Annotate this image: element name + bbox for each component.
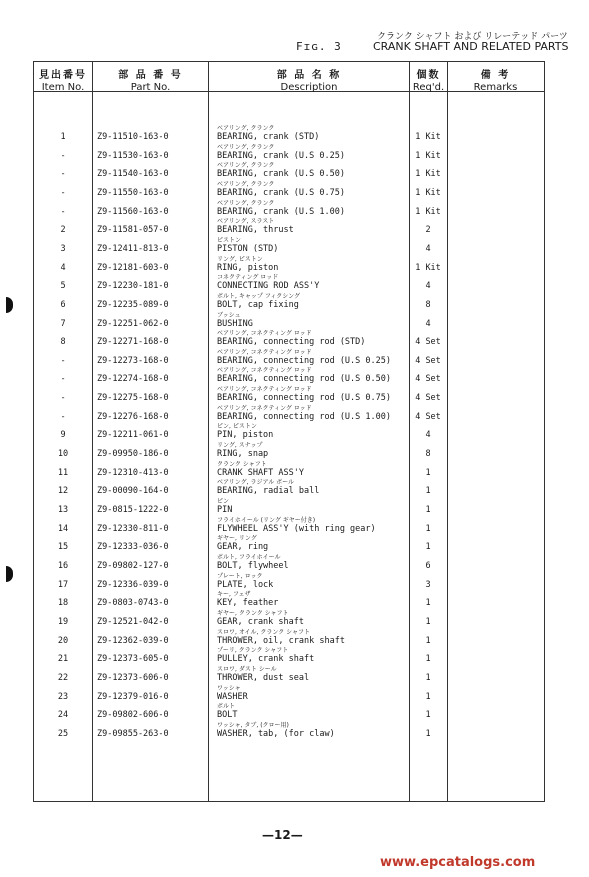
- table-row: [33, 480, 543, 498]
- part-name-japanese: ギヤー, リング: [217, 535, 257, 543]
- header-item-no: [33, 66, 93, 93]
- quantity-required: 4 Set: [415, 411, 441, 422]
- part-name-japanese: ワッシャ: [217, 684, 241, 692]
- part-name-japanese: コネクティング ロッド: [217, 274, 279, 282]
- item-number: -: [60, 374, 66, 385]
- part-name-japanese: ベアリング, コネクティング ロッド: [217, 404, 312, 412]
- quantity-required: 4 Set: [415, 355, 441, 366]
- part-number: Z9-0803-0743-0: [97, 598, 169, 609]
- part-number: Z9-12273-168-0: [97, 355, 169, 366]
- part-name-japanese: ベアリング, クランク: [217, 180, 275, 188]
- part-description: BEARING, connecting rod (U.S 0.50): [217, 374, 391, 385]
- item-number: 8: [60, 337, 66, 348]
- item-number: 3: [60, 243, 66, 254]
- part-name-japanese: リング, ピストン: [217, 255, 263, 263]
- item-number: 7: [60, 318, 66, 329]
- table-row: [33, 424, 543, 442]
- part-number: Z9-09855-263-0: [97, 728, 169, 739]
- table-row: [33, 145, 543, 163]
- header-item-no-en: Item No.: [41, 82, 85, 93]
- part-description: FLYWHEEL ASS'Y (with ring gear): [217, 523, 376, 534]
- watermark: www.epcatalogs.com: [380, 855, 536, 870]
- item-number: 9: [60, 430, 66, 441]
- header-part-no: [93, 66, 208, 93]
- header-description-en: Description: [280, 82, 338, 93]
- quantity-required: 1 Kit: [415, 169, 441, 180]
- item-number: -: [60, 411, 66, 422]
- part-number: Z9-12276-168-0: [97, 411, 169, 422]
- part-name-japanese: ベアリング, ラジアル ボール: [217, 479, 295, 487]
- quantity-required: 1: [425, 598, 431, 609]
- table-row: [33, 163, 543, 181]
- quantity-required: 1 Kit: [415, 132, 441, 142]
- quantity-required: 4: [425, 318, 431, 329]
- table-row: [33, 294, 543, 312]
- item-number: 6: [60, 299, 66, 310]
- quantity-required: 4: [425, 243, 431, 254]
- quantity-required: 1 Kit: [415, 150, 441, 161]
- part-description: BEARING, radial ball: [217, 486, 320, 497]
- quantity-required: 8: [425, 449, 431, 460]
- part-number: Z9-12275-168-0: [97, 393, 169, 404]
- header-description-jp: 部 品 名 称: [276, 70, 342, 81]
- item-number: 13: [57, 505, 69, 515]
- header-quantity-en: Req'd.: [412, 82, 445, 93]
- quantity-required: 1: [425, 523, 431, 534]
- part-name-japanese: ベアリング, コネクティング ロッド: [217, 348, 312, 356]
- part-description: WASHER: [217, 691, 248, 702]
- part-description: RING, snap: [217, 449, 269, 460]
- part-description: GEAR, crank shaft: [217, 616, 304, 627]
- part-name-japanese: スロワ, オイル, クランク シャフト: [217, 628, 310, 636]
- part-name-japanese: ベアリング, スラスト: [217, 218, 275, 226]
- header-part-no-jp: 部 品 番 号: [118, 70, 183, 81]
- item-number: 15: [57, 542, 69, 553]
- part-description: CRANK SHAFT ASS'Y: [217, 467, 304, 478]
- quantity-required: 1: [425, 542, 431, 553]
- part-name-japanese: ベアリング, クランク: [217, 162, 275, 170]
- part-description: BUSHING: [217, 318, 253, 329]
- part-name-japanese: ピストン: [217, 236, 242, 244]
- part-description: KEY, feather: [217, 598, 279, 609]
- part-name-japanese: ピン, ピストン: [217, 423, 257, 431]
- quantity-required: 4 Set: [415, 337, 441, 348]
- part-number: Z9-12521-042-0: [97, 616, 169, 627]
- item-number: -: [60, 206, 66, 217]
- binder-hole-mark: [6, 566, 13, 582]
- quantity-required: 1: [425, 710, 431, 721]
- quantity-required: 1: [425, 486, 431, 497]
- table-row: [33, 667, 543, 685]
- table-row: [33, 219, 543, 237]
- header-remarks: [448, 66, 543, 93]
- part-description: PISTON (STD): [217, 243, 279, 254]
- table-row: [33, 406, 543, 424]
- part-description: BEARING, crank (STD): [217, 132, 320, 142]
- part-description: BEARING, connecting rod (STD): [217, 337, 366, 348]
- item-number: -: [60, 150, 66, 161]
- item-number: -: [60, 187, 66, 198]
- quantity-required: 4: [425, 430, 431, 441]
- item-number: 4: [60, 262, 66, 273]
- part-number: Z9-12336-039-0: [97, 579, 169, 590]
- table-row: [33, 126, 543, 144]
- quantity-required: 4: [425, 281, 431, 292]
- part-name-japanese: ベアリング, クランク: [217, 143, 275, 151]
- table-row: [33, 723, 543, 741]
- part-name-japanese: ベアリング, コネクティング ロッド: [217, 386, 312, 394]
- part-number: Z9-12379-016-0: [97, 691, 169, 702]
- part-number: Z9-11510-163-0: [97, 132, 169, 142]
- part-description: BEARING, connecting rod (U.S 0.25): [217, 355, 391, 366]
- part-description: BOLT, cap fixing: [217, 299, 299, 310]
- part-description: BEARING, crank (U.S 0.25): [217, 150, 345, 161]
- item-number: 1: [60, 132, 66, 142]
- header-remarks-en: Remarks: [473, 82, 518, 93]
- quantity-required: 1 Kit: [415, 262, 441, 273]
- quantity-required: 4 Set: [415, 393, 441, 404]
- part-description: THROWER, dust seal: [217, 672, 310, 683]
- header-quantity-jp: 個数: [416, 70, 441, 81]
- part-description: RING, piston: [217, 262, 279, 273]
- quantity-required: 1: [425, 691, 431, 702]
- quantity-required: 3: [425, 579, 431, 590]
- item-number: 12: [57, 486, 69, 497]
- item-number: 2: [60, 225, 66, 236]
- quantity-required: 6: [425, 560, 431, 571]
- item-number: 25: [57, 728, 69, 739]
- quantity-required: 1: [425, 505, 431, 515]
- part-number: Z9-12235-089-0: [97, 299, 169, 310]
- part-description: GEAR, ring: [217, 542, 269, 553]
- part-number: Z9-12230-181-0: [97, 281, 169, 292]
- table-row: [33, 201, 543, 219]
- part-description: PLATE, lock: [217, 579, 274, 590]
- header-part-no-en: Part No.: [130, 82, 171, 93]
- part-name-japanese: プレート, ロック: [217, 572, 263, 580]
- quantity-required: 2: [425, 225, 431, 236]
- figure-title-japanese: クランク シャフト および リレーテッド パーツ: [377, 32, 568, 42]
- part-description: BEARING, thrust: [217, 225, 294, 236]
- part-number: Z9-00090-164-0: [97, 486, 169, 497]
- part-number: Z9-11581-057-0: [97, 225, 169, 236]
- part-number: Z9-12333-036-0: [97, 542, 169, 553]
- quantity-required: 1: [425, 616, 431, 627]
- table-row: [33, 555, 543, 573]
- table-row: [33, 686, 543, 704]
- item-number: 11: [57, 467, 69, 478]
- quantity-required: 8: [425, 299, 431, 310]
- item-number: 20: [57, 635, 69, 646]
- part-name-japanese: ボルト: [217, 703, 236, 711]
- part-description: BOLT: [217, 710, 238, 721]
- part-description: THROWER, oil, crank shaft: [217, 635, 345, 646]
- quantity-required: 1: [425, 672, 431, 683]
- quantity-required: 4 Set: [415, 374, 441, 385]
- part-name-japanese: ベアリング, クランク: [217, 125, 275, 132]
- part-description: PIN: [217, 505, 233, 515]
- table-row: [33, 648, 543, 666]
- part-description: BEARING, connecting rod (U.S 0.75): [217, 393, 391, 404]
- part-number: Z9-09802-127-0: [97, 560, 169, 571]
- item-number: 19: [57, 616, 69, 627]
- part-name-japanese: キー, フェザ: [217, 591, 251, 599]
- table-row: [33, 536, 543, 554]
- item-number: 16: [57, 560, 69, 571]
- part-number: Z9-12362-039-0: [97, 635, 169, 646]
- part-description: CONNECTING ROD ASS'Y: [217, 281, 320, 292]
- part-name-japanese: ベアリング, コネクティング ロッド: [217, 367, 312, 375]
- quantity-required: 1: [425, 654, 431, 665]
- table-row: [33, 518, 543, 536]
- part-name-japanese: ギヤー, クランク シャフト: [217, 609, 289, 617]
- part-name-japanese: ピン: [217, 498, 230, 505]
- table-row: [33, 257, 543, 275]
- item-number: 14: [57, 523, 69, 534]
- header-item-no-jp: 見出番号: [39, 70, 87, 81]
- figure-title: CRANK SHAFT AND RELATED PARTS: [373, 40, 569, 53]
- item-number: 24: [57, 710, 69, 721]
- part-number: Z9-11560-163-0: [97, 206, 169, 217]
- item-number: 10: [57, 449, 69, 460]
- part-description: BEARING, crank (U.S 0.50): [217, 169, 345, 180]
- part-description: BEARING, connecting rod (U.S 1.00): [217, 411, 391, 422]
- part-name-japanese: ベアリング, コネクティング ロッド: [217, 330, 312, 338]
- part-number: Z9-11550-163-0: [97, 187, 169, 198]
- part-number: Z9-12310-413-0: [97, 467, 169, 478]
- part-number: Z9-12330-811-0: [97, 523, 169, 534]
- quantity-required: 1: [425, 467, 431, 478]
- part-number: Z9-09950-186-0: [97, 449, 169, 460]
- item-number: 23: [57, 691, 69, 702]
- quantity-required: 1: [425, 728, 431, 739]
- table-row: [33, 182, 543, 200]
- header-description: [209, 66, 409, 93]
- part-name-japanese: クランク シャフト: [217, 460, 267, 468]
- part-name-japanese: ボルト, フライホイール: [217, 553, 281, 561]
- header-quantity: [410, 66, 447, 93]
- item-number: -: [60, 355, 66, 366]
- part-description: WASHER, tab, (for claw): [217, 728, 335, 739]
- part-description: PIN, piston: [217, 430, 274, 441]
- part-number: Z9-09802-606-0: [97, 710, 169, 721]
- table-row: [33, 443, 543, 461]
- item-number: 18: [57, 598, 69, 609]
- item-number: 21: [57, 654, 69, 665]
- header-remarks-jp: 備 考: [480, 70, 511, 81]
- table-row: [33, 238, 543, 256]
- item-number: -: [60, 393, 66, 404]
- part-description: BOLT, flywheel: [217, 560, 289, 571]
- part-description: PULLEY, crank shaft: [217, 654, 315, 665]
- quantity-required: 1: [425, 635, 431, 646]
- part-number: Z9-12373-605-0: [97, 654, 169, 665]
- binder-hole-mark: [6, 297, 13, 313]
- part-name-japanese: ブッシュ: [217, 311, 241, 319]
- item-number: 17: [57, 579, 69, 590]
- part-number: Z9-0815-1222-0: [97, 505, 169, 515]
- part-number: Z9-11540-163-0: [97, 169, 169, 180]
- part-name-japanese: プーリ, クランク シャフト: [217, 647, 289, 655]
- item-number: -: [60, 169, 66, 180]
- part-number: Z9-12373-606-0: [97, 672, 169, 683]
- quantity-required: 1 Kit: [415, 187, 441, 198]
- part-number: Z9-12211-061-0: [97, 430, 169, 441]
- page-number: —12—: [262, 828, 303, 842]
- part-name-japanese: ベアリング, クランク: [217, 199, 275, 207]
- part-description: BEARING, crank (U.S 1.00): [217, 206, 345, 217]
- part-name-japanese: フライホイール (リング ギヤー付き): [217, 516, 316, 524]
- part-name-japanese: ボルト, キャップ フィクシング: [217, 292, 300, 300]
- quantity-required: 1 Kit: [415, 206, 441, 217]
- part-name-japanese: スロワ, ダスト シール: [217, 665, 277, 673]
- item-number: 5: [60, 281, 66, 292]
- table-row: [33, 574, 543, 592]
- part-number: Z9-12181-603-0: [97, 262, 169, 273]
- part-number: Z9-12251-062-0: [97, 318, 169, 329]
- part-number: Z9-11530-163-0: [97, 150, 169, 161]
- part-name-japanese: リング, スナップ: [217, 442, 263, 450]
- part-name-japanese: ワッシャ, タブ, (クロー用): [217, 721, 289, 729]
- part-number: Z9-12411-813-0: [97, 243, 169, 254]
- figure-number: Fɪɢ. 3: [296, 40, 342, 53]
- part-description: BEARING, crank (U.S 0.75): [217, 187, 345, 198]
- item-number: 22: [57, 672, 69, 683]
- part-number: Z9-12271-168-0: [97, 337, 169, 348]
- part-number: Z9-12274-168-0: [97, 374, 169, 385]
